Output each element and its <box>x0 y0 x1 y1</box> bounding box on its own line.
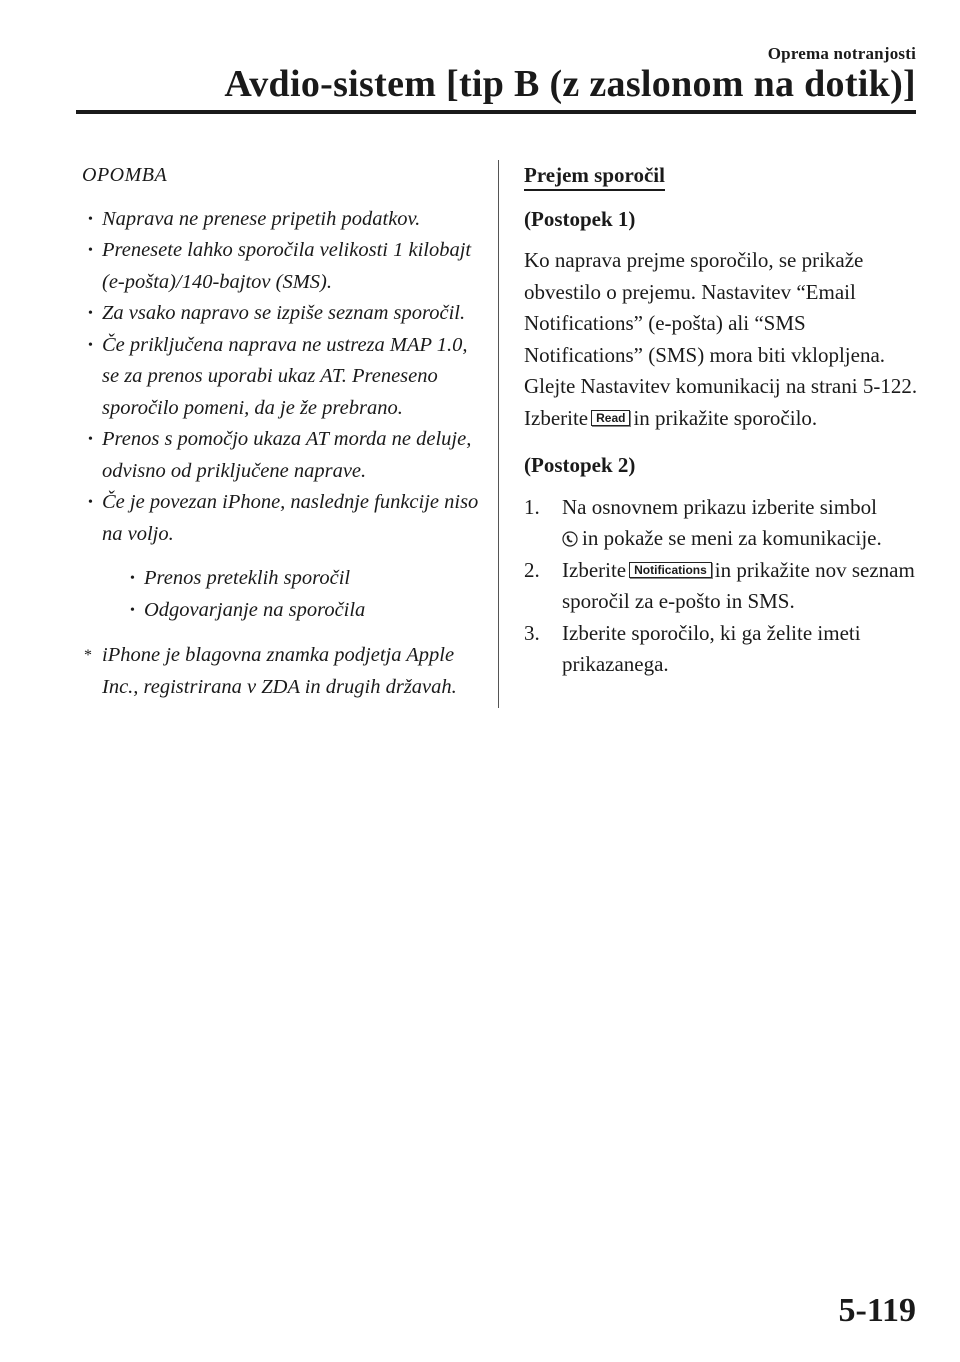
bullet-icon: • <box>130 602 135 618</box>
step2-list <box>524 492 920 681</box>
note-item-text: Za vsako napravo se izpiše seznam sporočil. <box>102 302 466 324</box>
step1-select-suffix: in prikažite sporočilo. <box>633 405 818 430</box>
step-number: 2. <box>524 557 540 582</box>
note-item <box>82 487 482 626</box>
bullet-icon: • <box>88 432 93 447</box>
note-item-text: Prenesete lahko sporočila velikosti 1 kilobajt (e-pošta)/140-bajtov (SMS). <box>102 239 472 293</box>
read-button[interactable]: Read <box>591 410 630 426</box>
note-sub-item <box>102 563 482 595</box>
note-item-text: Če je povezan iPhone, naslednje funkcije niso na voljo. <box>102 491 479 545</box>
chapter-title: Avdio-sistem [tip B (z zaslonom na dotik)] <box>224 63 916 105</box>
step-item <box>524 618 920 681</box>
section-label: Oprema notranjosti <box>767 44 916 63</box>
column-divider <box>498 160 499 708</box>
header-rule <box>76 110 916 114</box>
step1-select-prefix: Izberite <box>524 405 589 430</box>
step-item <box>524 492 920 555</box>
note-item <box>82 298 482 330</box>
step1-select-line <box>524 403 920 435</box>
notifications-button[interactable]: Notifications <box>629 562 712 578</box>
note-item-text: Če priključena naprava ne ustreza MAP 1.0, se za prenos uporabi ukaz AT. Preneseno sporočilo pomeni, da je že prebrano. <box>102 333 468 419</box>
step1-title: (Postopek 1) <box>524 206 636 231</box>
footnote <box>82 640 482 703</box>
step-number: 1. <box>524 494 540 519</box>
step-text: in pokaže se meni za komunikacije. <box>582 526 882 550</box>
note-list <box>82 204 482 627</box>
step-text: Na osnovnem prikazu izberite simbol <box>562 494 877 519</box>
bullet-icon: • <box>88 243 93 258</box>
note-item <box>82 235 482 298</box>
step-item <box>524 555 920 618</box>
note-title: OPOMBA <box>82 164 168 186</box>
bullet-icon: • <box>130 571 135 586</box>
note-column <box>82 160 482 703</box>
step-number: 3. <box>524 620 540 645</box>
note-item <box>82 330 482 425</box>
communication-icon[interactable] <box>562 525 578 541</box>
note-item-text: Prenos s pomočjo ukaza AT morda ne deluje, odvisno od priključene naprave. <box>102 428 472 482</box>
bullet-icon: • <box>88 306 93 321</box>
note-sub-item-text: Odgovarjanje na sporočila <box>144 598 366 621</box>
step2-title: (Postopek 2) <box>524 453 636 477</box>
bullet-icon: • <box>88 337 93 353</box>
bullet-icon: • <box>88 211 93 227</box>
step-text: in prikažite nov seznam sporočil za e-pošto in SMS. <box>562 557 915 613</box>
note-sub-item-text: Prenos preteklih sporočil <box>144 567 351 589</box>
step-text: Izberite <box>562 557 627 582</box>
bullet-icon: • <box>88 495 93 510</box>
receive-column <box>524 160 920 681</box>
note-item-text: Naprava ne prenese pripetih podatkov. <box>102 207 421 230</box>
page-number: 5-119 <box>838 1292 916 1329</box>
asterisk-icon: * <box>84 647 92 664</box>
note-item <box>82 424 482 487</box>
note-sub-item <box>102 595 482 627</box>
receive-heading <box>524 160 920 192</box>
footnote-text: iPhone je blagovna znamka podjetja Apple Inc., registrirana v ZDA in drugih državah. <box>102 644 457 698</box>
note-sub-list <box>102 563 482 626</box>
step-text: Izberite sporočilo, ki ga želite imeti prikazanega. <box>562 620 861 676</box>
note-item <box>82 204 482 236</box>
step1-paragraph: Ko naprava prejme sporočilo, se prikaže obvestilo o prejemu. Nastavitev “Email Notifications” (e-pošta) ali “SMS Notifications” (SMS) mora biti vklopljena. Glejte Nastavitev komunikacij na strani 5-122. <box>524 248 918 398</box>
receive-heading-text: Prejem sporočil <box>524 163 665 191</box>
